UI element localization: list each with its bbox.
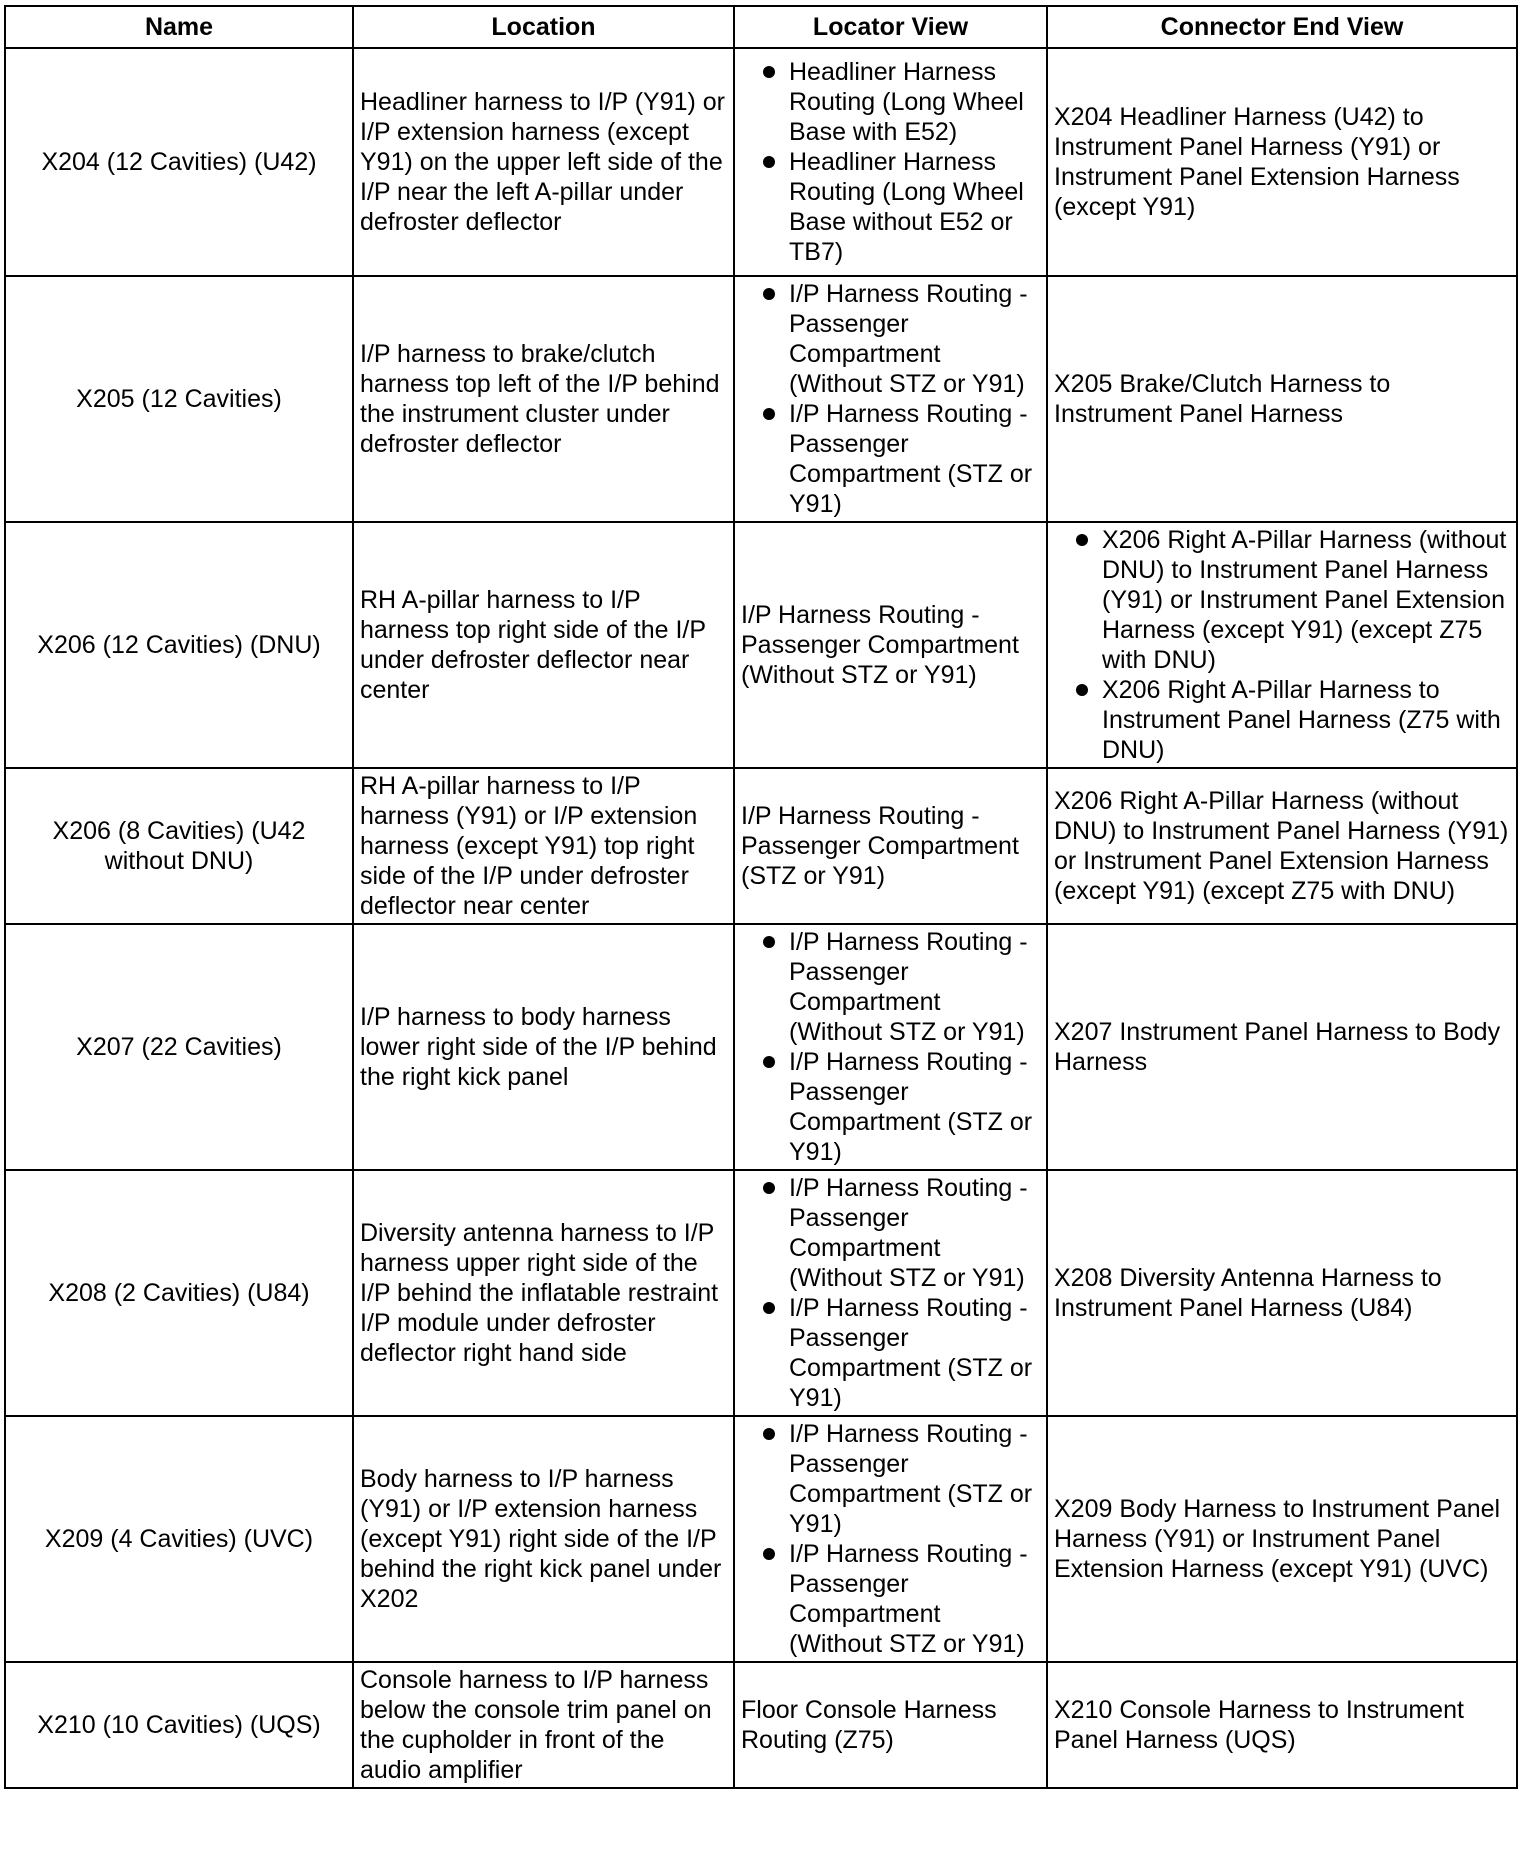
cell-name: X205 (12 Cavities): [5, 276, 353, 522]
cell-connector-end-view: X204 Headliner Harness (U42) to Instrument Panel Harness (Y91) or Instrument Panel Extension Harness (except Y91): [1047, 48, 1517, 276]
cell-name: X206 (8 Cavities) (U42 without DNU): [5, 768, 353, 924]
cell-location: RH A-pillar harness to I/P harness top right side of the I/P under defroster deflector near center: [353, 522, 734, 768]
bullet-item: Headliner Harness Routing (Long Wheel Base with E52): [741, 57, 1040, 147]
column-header-name: Name: [5, 6, 353, 48]
bullet-list: [741, 279, 1040, 519]
connector-table: [4, 5, 1518, 1789]
cell-connector-end-view: X206 Right A-Pillar Harness (without DNU) to Instrument Panel Harness (Y91) or Instrument Panel Extension Harness (except Y91) (except Z75 with DNU): [1047, 768, 1517, 924]
cell-locator-view: [734, 1170, 1047, 1416]
cell-location: Body harness to I/P harness (Y91) or I/P extension harness (except Y91) right side of the I/P behind the right kick panel under X202: [353, 1416, 734, 1662]
table-row: [5, 1662, 1517, 1788]
cell-name: X206 (12 Cavities) (DNU): [5, 522, 353, 768]
bullet-item: I/P Harness Routing - Passenger Compartment (Without STZ or Y91): [741, 1539, 1040, 1659]
column-header-location: Location: [353, 6, 734, 48]
cell-name: X210 (10 Cavities) (UQS): [5, 1662, 353, 1788]
cell-connector-end-view: X210 Console Harness to Instrument Panel Harness (UQS): [1047, 1662, 1517, 1788]
cell-locator-view: [734, 1416, 1047, 1662]
cell-name: X209 (4 Cavities) (UVC): [5, 1416, 353, 1662]
cell-locator-view: Floor Console Harness Routing (Z75): [734, 1662, 1047, 1788]
cell-location: I/P harness to brake/clutch harness top left of the I/P behind the instrument cluster under defroster deflector: [353, 276, 734, 522]
column-header-connector-end-view: Connector End View: [1047, 6, 1517, 48]
table-row: [5, 1170, 1517, 1416]
bullet-item: X206 Right A-Pillar Harness to Instrument Panel Harness (Z75 with DNU): [1054, 675, 1510, 765]
cell-name: X208 (2 Cavities) (U84): [5, 1170, 353, 1416]
bullet-list: [741, 927, 1040, 1167]
cell-name: X204 (12 Cavities) (U42): [5, 48, 353, 276]
cell-connector-end-view: [1047, 522, 1517, 768]
table-row: [5, 768, 1517, 924]
bullet-item: I/P Harness Routing - Passenger Compartment (STZ or Y91): [741, 1047, 1040, 1167]
cell-locator-view: [734, 924, 1047, 1170]
bullet-list: [1054, 525, 1510, 765]
header-row: [5, 6, 1517, 48]
bullet-list: [741, 1173, 1040, 1413]
bullet-item: I/P Harness Routing - Passenger Compartment (STZ or Y91): [741, 1293, 1040, 1413]
table-body: [5, 48, 1517, 1788]
bullet-item: I/P Harness Routing - Passenger Compartment (Without STZ or Y91): [741, 279, 1040, 399]
table-row: [5, 276, 1517, 522]
bullet-item: I/P Harness Routing - Passenger Compartment (Without STZ or Y91): [741, 927, 1040, 1047]
cell-name: X207 (22 Cavities): [5, 924, 353, 1170]
cell-connector-end-view: X207 Instrument Panel Harness to Body Harness: [1047, 924, 1517, 1170]
bullet-item: I/P Harness Routing - Passenger Compartment (Without STZ or Y91): [741, 1173, 1040, 1293]
cell-locator-view: [734, 48, 1047, 276]
table-row: [5, 924, 1517, 1170]
column-header-locator-view: Locator View: [734, 6, 1047, 48]
cell-location: Diversity antenna harness to I/P harness upper right side of the I/P behind the inflatable restraint I/P module under defroster deflector right hand side: [353, 1170, 734, 1416]
cell-connector-end-view: X208 Diversity Antenna Harness to Instrument Panel Harness (U84): [1047, 1170, 1517, 1416]
cell-locator-view: I/P Harness Routing - Passenger Compartment (Without STZ or Y91): [734, 522, 1047, 768]
bullet-list: [741, 57, 1040, 267]
cell-location: RH A-pillar harness to I/P harness (Y91) or I/P extension harness (except Y91) top right side of the I/P under defroster deflector near center: [353, 768, 734, 924]
bullet-item: I/P Harness Routing - Passenger Compartment (STZ or Y91): [741, 1419, 1040, 1539]
cell-location: I/P harness to body harness lower right side of the I/P behind the right kick panel: [353, 924, 734, 1170]
cell-connector-end-view: X209 Body Harness to Instrument Panel Harness (Y91) or Instrument Panel Extension Harness (except Y91) (UVC): [1047, 1416, 1517, 1662]
table-row: [5, 48, 1517, 276]
bullet-item: X206 Right A-Pillar Harness (without DNU) to Instrument Panel Harness (Y91) or Instrument Panel Extension Harness (except Y91) (except Z75 with DNU): [1054, 525, 1510, 675]
table-row: [5, 522, 1517, 768]
bullet-item: Headliner Harness Routing (Long Wheel Base without E52 or TB7): [741, 147, 1040, 267]
cell-location: Headliner harness to I/P (Y91) or I/P extension harness (except Y91) on the upper left side of the I/P near the left A-pillar under defroster deflector: [353, 48, 734, 276]
cell-location: Console harness to I/P harness below the console trim panel on the cupholder in front of the audio amplifier: [353, 1662, 734, 1788]
table-row: [5, 1416, 1517, 1662]
cell-locator-view: I/P Harness Routing - Passenger Compartment (STZ or Y91): [734, 768, 1047, 924]
bullet-list: [741, 1419, 1040, 1659]
table-header: [5, 6, 1517, 48]
cell-connector-end-view: X205 Brake/Clutch Harness to Instrument Panel Harness: [1047, 276, 1517, 522]
cell-locator-view: [734, 276, 1047, 522]
bullet-item: I/P Harness Routing - Passenger Compartment (STZ or Y91): [741, 399, 1040, 519]
